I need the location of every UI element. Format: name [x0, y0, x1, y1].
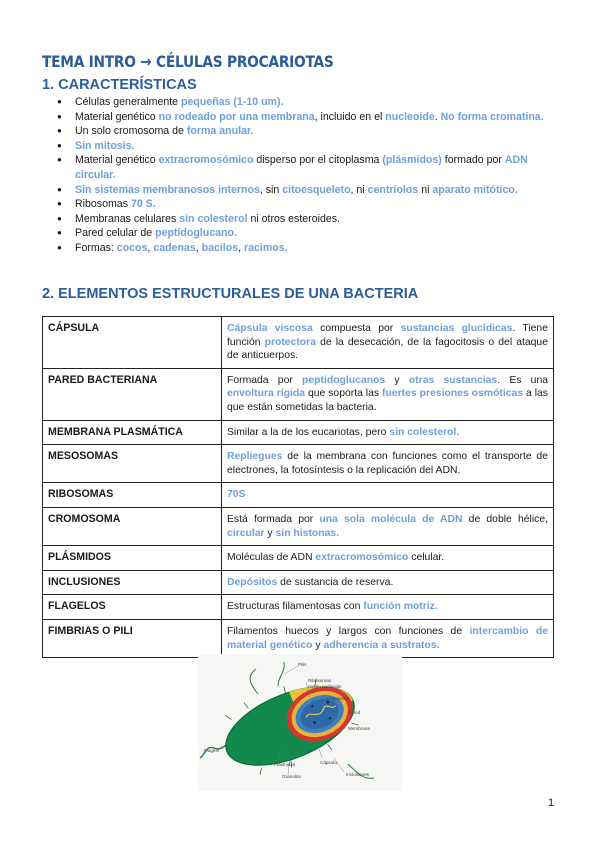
label-ribosomas: Ribosomas — [308, 678, 331, 683]
body-text: formado por — [441, 154, 505, 167]
structure-name: MESOSOMAS — [43, 445, 222, 483]
structure-description — [222, 317, 554, 369]
structure-description — [222, 483, 554, 508]
characteristic-item — [50, 95, 550, 110]
structure-name: INCLUSIONES — [43, 570, 222, 595]
body-text: Material genético — [75, 110, 159, 123]
body-text: , incluido en el — [314, 110, 386, 123]
body-text: . — [434, 110, 441, 123]
body-text: Material genético — [75, 154, 159, 167]
structure-name: CÁPSULA — [43, 317, 222, 369]
page-title: TEMA INTRO → CÉLULAS PROCARIOTAS — [42, 52, 334, 71]
body-text: . Tiene función — [227, 323, 548, 348]
highlight-text: sin histonas. — [275, 527, 340, 539]
body-text: de la desecación, de la fagocitosis o del ataque de anticuerpos. — [227, 336, 548, 362]
body-text: Pared celular de — [75, 227, 156, 240]
bacteria-illustration — [198, 654, 402, 791]
structure-description — [222, 570, 554, 595]
body-text: que soporta las — [305, 388, 383, 400]
highlight-text: Sin sistemas membranosos internos — [75, 183, 260, 196]
label-nucleoide: región nucleoide — [308, 684, 342, 689]
body-text: Células generalmente — [75, 96, 181, 108]
highlight-text: 70S — [227, 489, 246, 501]
characteristic-item — [50, 183, 550, 198]
highlight-text: envoltura rígida — [227, 388, 305, 400]
body-text: Un solo cromosoma de — [75, 125, 187, 138]
characteristics-list — [50, 95, 550, 256]
highlight-text: racimos. — [244, 241, 288, 254]
body-text: Ribosomas — [75, 198, 131, 211]
label-citoplasma: Citoplasma — [326, 696, 349, 701]
label-inclusiones: Inclusiones — [346, 772, 369, 777]
structure-name: MEMBRANA PLASMÁTICA — [43, 420, 222, 445]
highlight-text: No forma cromatina. — [440, 110, 544, 123]
highlight-text: ADN circular. — [75, 154, 528, 181]
highlight-text: cocos — [116, 241, 148, 254]
structure-description — [222, 420, 554, 445]
table-row — [43, 368, 554, 420]
body-text: , — [147, 241, 154, 254]
body-text: a las que están sometidas la bacteria. — [227, 388, 549, 413]
highlight-text: Sin mitosis. — [75, 139, 135, 152]
body-text: Formada por — [227, 374, 303, 386]
body-text: Formas: — [75, 241, 117, 254]
body-text: ni — [418, 183, 433, 196]
page-number: 1 — [548, 797, 555, 809]
body-text: compuesta por — [312, 323, 401, 334]
highlight-text: otras sustancias — [408, 374, 498, 386]
highlight-text: extracromosómico — [158, 154, 254, 167]
highlight-text: protectora — [264, 336, 316, 348]
structure-description — [222, 368, 554, 420]
body-text: Similar a la de los eucariotas, pero — [227, 426, 390, 438]
structure-name: PARED BACTERIANA — [43, 368, 222, 420]
characteristic-item — [50, 139, 550, 154]
body-text: , — [238, 241, 245, 254]
highlight-text: nucleoide — [385, 110, 435, 123]
label-capsula: Cápsula — [320, 760, 337, 765]
structure-name: CROMOSOMA — [43, 507, 222, 545]
table-row — [43, 317, 554, 369]
highlight-text: Repliegues — [227, 451, 283, 463]
highlight-text: pequeñas (1-10 um). — [181, 96, 284, 108]
label-pili: Pilis — [298, 662, 307, 667]
highlight-text: peptidoglucanos — [302, 374, 386, 386]
structure-description — [222, 619, 554, 657]
body-text: , — [195, 241, 202, 254]
body-text: , sin — [259, 183, 283, 196]
highlight-text: cadenas — [153, 241, 196, 254]
body-text: de la membrana con funciones como el transporte de electrones, la fotosíntesis o la replicación del ADN. — [227, 451, 548, 476]
highlight-text: Cápsula viscosa — [227, 323, 313, 334]
structure-description — [222, 595, 554, 620]
body-text: , ni — [350, 183, 368, 196]
body-text: celular. — [408, 552, 445, 564]
highlight-text: Depósitos — [227, 576, 278, 588]
characteristic-item — [50, 124, 550, 139]
body-text: Está formada por — [227, 513, 320, 525]
highlight-text: sin colesterol — [179, 212, 248, 225]
label-plasmidos: Plásmidos — [274, 762, 296, 767]
highlight-text: adherencia a sustratos. — [323, 639, 440, 651]
section-heading-elementos: 2. ELEMENTOS ESTRUCTURALES DE UNA BACTERIA — [42, 286, 419, 302]
body-text: de sustancia de reserva. — [277, 576, 394, 588]
highlight-text: aparato mitótico. — [432, 183, 518, 196]
highlight-text: fuertes presiones osmóticas — [382, 388, 524, 400]
table-row — [43, 445, 554, 483]
table-row — [43, 595, 554, 620]
characteristic-item — [50, 110, 550, 125]
bacteria-diagram — [198, 654, 402, 791]
structure-description — [222, 507, 554, 545]
structures-table — [42, 316, 554, 658]
structure-name: FLAGELOS — [43, 595, 222, 620]
body-text: Filamentos huecos y largos con funciones de — [227, 625, 470, 637]
section-heading-caracteristicas: 1. CARACTERÍSTICAS — [42, 77, 197, 93]
highlight-text: función motriz. — [363, 601, 438, 613]
body-text: Moléculas de ADN — [227, 552, 316, 564]
body-text: y — [312, 639, 324, 651]
highlight-text: (plásmidos) — [382, 154, 442, 167]
highlight-text: circular — [227, 527, 265, 539]
table-row — [43, 507, 554, 545]
highlight-text: sin colesterol. — [389, 426, 460, 438]
highlight-text: una sola molécula de ADN — [319, 513, 463, 525]
highlight-text: extracromosómico — [315, 552, 409, 564]
label-membrana: Membrana — [348, 726, 370, 731]
highlight-text: sustancias glucídicas — [400, 323, 513, 334]
structure-description — [222, 445, 554, 483]
label-flagelo: Flagelo — [204, 748, 220, 753]
body-text: de doble hélice, — [462, 513, 548, 525]
highlight-text: peptidoglucano. — [155, 227, 237, 240]
characteristic-item — [50, 212, 550, 227]
body-text: disperso por el citoplasma — [253, 154, 383, 167]
highlight-text: bacilos — [201, 241, 239, 254]
table-row — [43, 619, 554, 657]
table-row — [43, 546, 554, 571]
highlight-text: forma anular. — [186, 125, 254, 138]
highlight-text: citoesqueleto — [282, 183, 351, 196]
highlight-text: 70 S. — [130, 198, 156, 211]
label-granulos: Gránulos — [282, 774, 301, 779]
structure-name: FIMBRIAS O PILI — [43, 619, 222, 657]
highlight-text: intercambio de material genético — [227, 625, 548, 651]
characteristic-item — [50, 226, 550, 241]
characteristic-item — [50, 197, 550, 212]
body-text: ni otros esteroides. — [247, 212, 340, 225]
highlight-text: no rodeado por una membrana — [158, 110, 315, 123]
body-text: y — [385, 374, 409, 386]
structure-name: PLÁSMIDOS — [43, 546, 222, 571]
body-text: y — [264, 527, 276, 539]
body-text: Membranas celulares — [75, 212, 180, 225]
body-text: Estructuras filamentosas con — [227, 601, 364, 613]
table-row — [43, 483, 554, 508]
body-text: . Es una — [497, 374, 548, 386]
characteristic-item — [50, 241, 550, 256]
table-row — [43, 570, 554, 595]
label-pared: Pared — [348, 710, 361, 715]
table-row — [43, 420, 554, 445]
structure-name: RIBOSOMAS — [43, 483, 222, 508]
structure-description — [222, 546, 554, 571]
characteristic-item — [50, 153, 550, 182]
highlight-text: centriolos — [367, 183, 419, 196]
